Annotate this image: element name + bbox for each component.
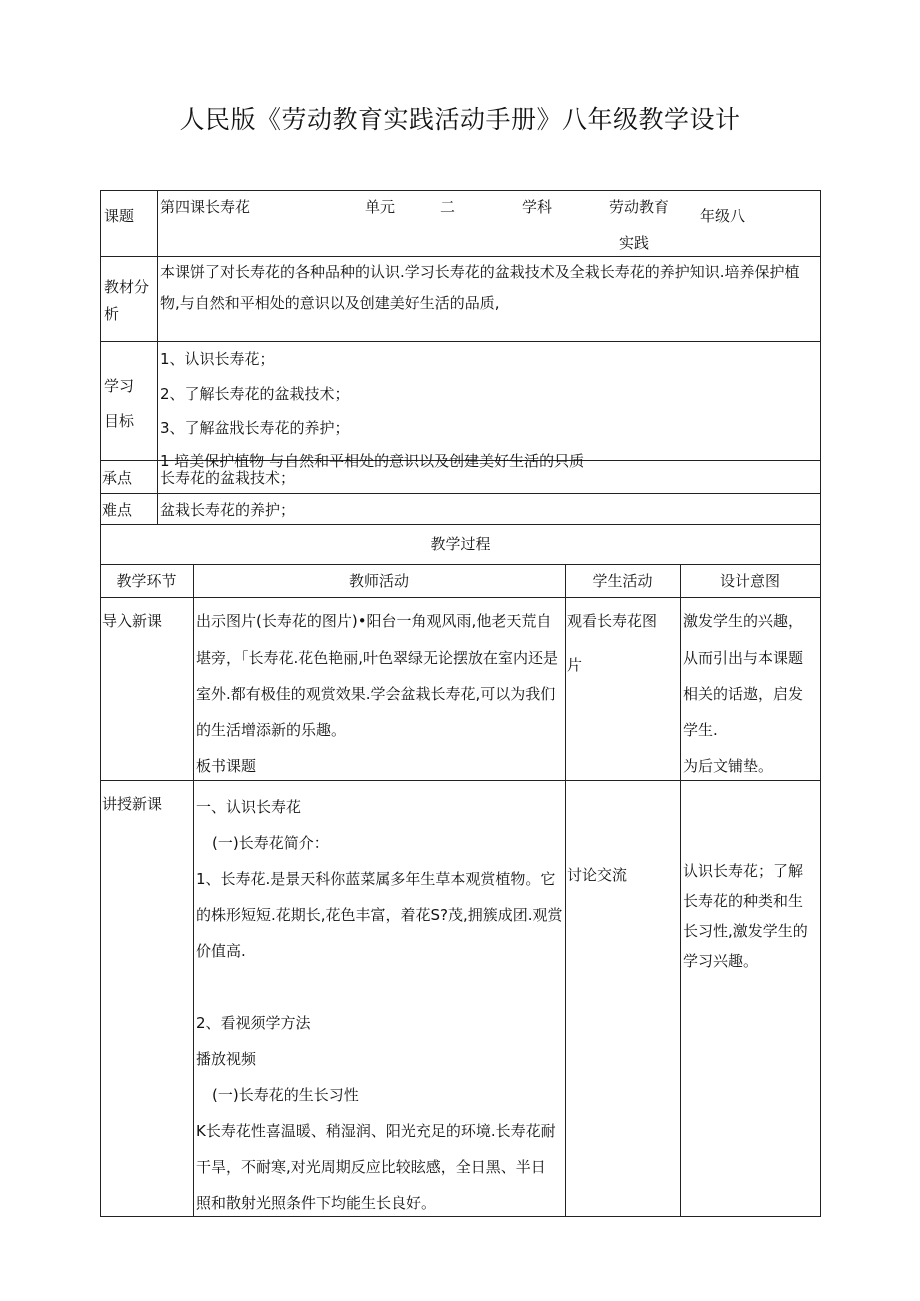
objectives-label-cont: 目标 <box>104 412 135 430</box>
intent-line: 学生. <box>683 721 718 739</box>
intent-line: 认识长寿花；了解 <box>683 862 804 880</box>
intent-line: 长习性,激发学生的 <box>683 922 808 940</box>
intent-line: 相关的话遨，启发 <box>683 685 804 703</box>
column-header-intent: 设计意图 <box>719 572 780 590</box>
objectives-label: 学习 <box>104 377 135 395</box>
teacher-line: 播放视频 <box>196 1050 257 1068</box>
analysis-label: 教材分 <box>104 278 150 296</box>
teacher-line: 一、认识长寿花 <box>196 798 302 816</box>
teacher-line: 2、看视须学方法 <box>196 1014 311 1032</box>
table-border-left <box>100 190 101 1217</box>
student-line: 讨论交流 <box>567 866 628 884</box>
process-column-divider <box>680 564 681 1216</box>
objective-item: 2、了解长寿花的盆栽技术； <box>160 385 350 403</box>
process-title: 教学过程 <box>430 535 491 553</box>
subject-value-cont: 实践 <box>619 234 650 252</box>
intent-line: 为后文铺垫。 <box>683 757 774 775</box>
subject-label: 学科 <box>522 198 553 216</box>
teacher-line: (一)长寿花简介： <box>212 834 329 852</box>
teacher-line: 干旱，不耐寒,对光周期反应比较眩感，全日黑、半日 <box>196 1158 546 1176</box>
teacher-line: 出示图片(长寿花的图片)•阳台一角观风雨,他老天荒自 <box>196 612 552 630</box>
unit-label: 单元 <box>365 198 396 216</box>
stage-cell: 讲授新课 <box>102 795 163 813</box>
lesson-label: 课题 <box>104 207 135 225</box>
intent-line: 长寿花的种类和生 <box>683 892 804 910</box>
difficult-point-text: 盆栽长寿花的养护； <box>160 501 296 519</box>
student-line: 观看长寿花图 <box>567 612 658 630</box>
intent-line: 从而引出与本课题 <box>683 649 804 667</box>
key-point-text: 长寿花的盆栽技术； <box>160 469 296 487</box>
table-border-right <box>820 190 821 1217</box>
teacher-line: 堪旁，「长寿花.花色艳丽,叶色翠绿无论摆放在室内还是 <box>196 649 559 667</box>
column-header-teacher: 教师活动 <box>348 572 409 590</box>
unit-value: 二 <box>440 198 456 216</box>
teacher-line: 板书课题 <box>196 757 257 775</box>
analysis-label-cont: 析 <box>104 305 120 323</box>
teacher-line: 照和散射光照条件下均能生长良好。 <box>196 1194 437 1212</box>
grade-value: 年级八 <box>700 207 746 225</box>
lesson-value: 第四课长寿花 <box>160 198 251 216</box>
teacher-line: 室外.都有极佳的观赏效果.学会盆栽长寿花,可以为我们 <box>196 685 556 703</box>
process-column-divider <box>193 564 194 1216</box>
intent-line: 学习兴趣。 <box>683 952 759 970</box>
process-column-divider <box>565 564 566 1216</box>
teacher-line: 价值高. <box>196 942 246 960</box>
objective-item: 3、了解盆戕长寿花的养护； <box>160 419 350 437</box>
teacher-line: (一)长寿花的生长习性 <box>212 1086 359 1104</box>
key-point-label: 承点 <box>102 469 133 487</box>
difficult-point-label: 难点 <box>102 501 133 519</box>
objective-item: 1、认识长寿花； <box>160 350 275 368</box>
analysis-text-cont: 物,与自然和平相处的意识以及创建美好生活的品质, <box>160 294 500 312</box>
objectives-list <box>158 342 818 470</box>
teacher-line: 的株形短短.花期长,花色丰富，着花S?茂,拥簇成团.观赏 <box>196 906 563 924</box>
teacher-line: 的生活增添新的乐趣。 <box>196 721 347 739</box>
column-header-stage: 教学环节 <box>116 572 177 590</box>
column-header-student: 学生活动 <box>592 572 653 590</box>
subject-value: 劳动教育 <box>609 198 670 216</box>
teacher-line: K长寿花性喜温暖、稍湿润、阳光充足的环境.长寿花耐 <box>196 1122 556 1140</box>
stage-cell: 导入新课 <box>102 612 163 630</box>
objective-item: 1 培美保护植物 与自然和平相处的意识以及创建美好生活的只质 <box>160 452 585 470</box>
student-line: 片 <box>567 656 583 674</box>
teacher-line: 1、长寿花.是景天科你蓝菜属多年生草本观赏植物。它 <box>196 870 556 888</box>
intent-line: 激发学生的兴趣， <box>683 612 804 630</box>
document-title: 人民版《劳动教育实践活动手册》八年级教学设计 <box>179 105 741 134</box>
analysis-text: 本课饼了对长寿花的各种品种的认识.学习长寿花的盆栽技术及全栽长寿花的养护知识.培养保护植 <box>160 263 800 281</box>
